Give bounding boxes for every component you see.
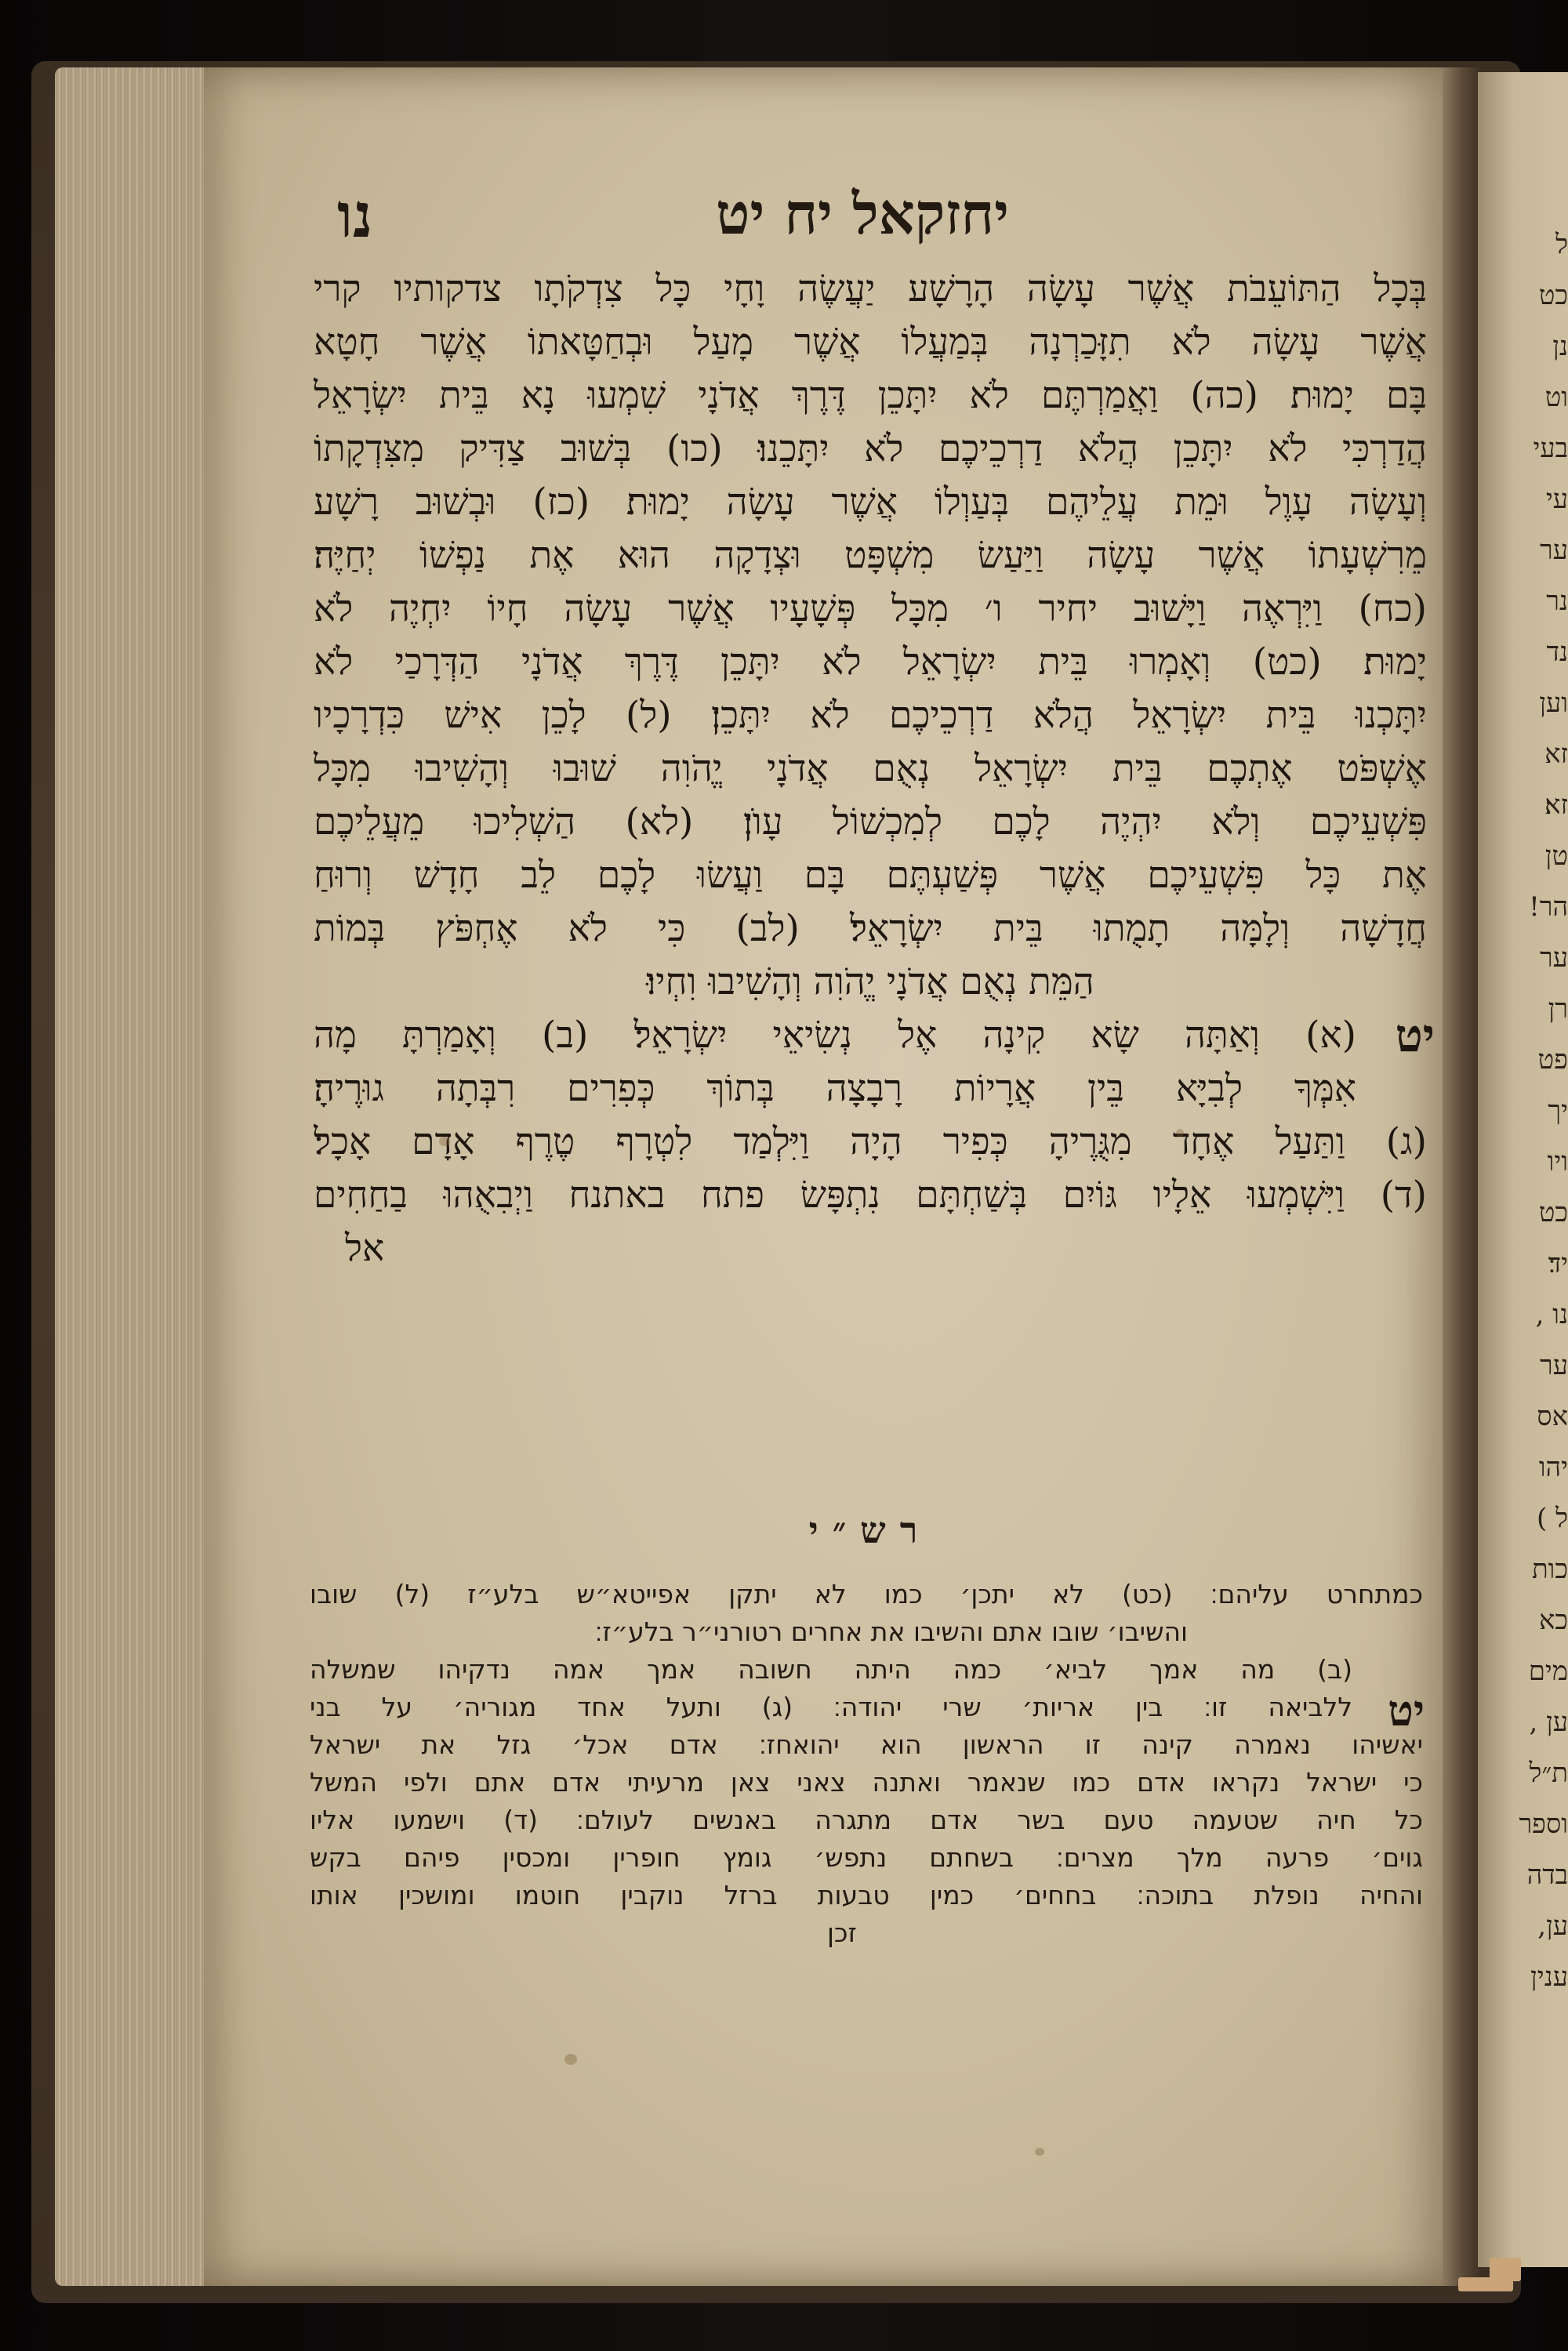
adjacent-page-fragment: רן (1548, 993, 1568, 1025)
commentary-line: כמתחרט עליהם׃ (כט) לא יתכן׳ כמו לא יתקן אפייטא״ש בלע״ז (ל) שובו (310, 1579, 1423, 1609)
page-edges (55, 67, 212, 2286)
adjacent-page-fragment: הר! (1529, 891, 1568, 923)
adjacent-page-fragment: בדה (1526, 1859, 1568, 1891)
adjacent-page-fragment: טן (1544, 840, 1568, 872)
adjacent-page-fragment: זא (1544, 738, 1568, 770)
commentary-chapter-number: יט (1388, 1685, 1425, 1736)
text-line: בָּם יָמוּת׃ (כה) וַאֲמַרְתֶּם לֹא יִתָּכֵן דֶּרֶךְ אֲדֹנָי שִׁמְעוּ נָא בֵּית יִשְׂרָאֵל (314, 374, 1427, 417)
adjacent-page-fragment: יד׃ (1548, 1248, 1568, 1279)
catchword: אל (345, 1227, 385, 1270)
text-line: פִּשְׁעֵיכֶם וְלֹא יִהְיֶה לָכֶם לְמִכְשׁוֹל עָוֺן׃ (לא) הַשְׁלִיכוּ מֵעֲלֵיכֶם (314, 800, 1427, 844)
text-line: יָמוּת׃ (כט) וְאָמְרוּ בֵּית יִשְׂרָאֵל לֹא יִתָּכֵן דֶּרֶךְ אֲדֹנָי הַדְּרָכַי לֹא (314, 640, 1427, 684)
adjacent-page-fragment: וט (1544, 382, 1568, 413)
adjacent-page-fragment: נד (1546, 637, 1568, 668)
commentary-line: והשיבו׳ שובו אתם והשיבו את אחרים רטורני״ר בלע״ז׃ (594, 1616, 1188, 1647)
adjacent-page-fragment: יך (1548, 1095, 1568, 1127)
commentary-line: ללביאה זו׃ בין אריות׳ שרי יהודה׃ (ג) ותעל אחד מגוריה׳ על בני (310, 1692, 1352, 1722)
main-text-block (314, 263, 1435, 1275)
text-line: (א) וְאַתָּה שָׂא קִינָה אֶל נְשִׂיאֵי יִשְׂרָאֵל׃ (ב) וְאָמַרְתָּ מָה (314, 1014, 1356, 1057)
chapter-19-section (314, 1009, 1435, 1275)
adjacent-page (1478, 72, 1568, 2267)
text-line: בְּכָל הַתּוֹעֵבֹת אֲשֶׁר עָשָׂה הָרָשָׁע יַעֲשֶׂה וָחָי כָּל צִדְקֹתָו צדקותיו קרי (314, 267, 1427, 310)
book-gutter (1443, 67, 1482, 2286)
page-number: נו (337, 180, 373, 252)
text-line: (כח) וַיִּרְאֶה וַיָּשׁוּב יחיר ו׳ מִכָּל פְּשָׁעָיו אֲשֶׁר עָשָׂה חָיוֹ יִחְיֶה לֹא (314, 587, 1427, 630)
commentary-line: גוים׳ פרעה מלך מצרים׃ בשחתם נתפש׳ גומץ חופרין ומכסין פיהם בקש (310, 1842, 1423, 1873)
commentary-line: (ב) מה אמך לביא׳ כמה היתה חשובה אמך אמה נדקיהו שמשלה (310, 1654, 1352, 1685)
adjacent-page-fragment: ל ) (1537, 1503, 1568, 1534)
text-line: מֵרִשְׁעָתוֹ אֲשֶׁר עָשָׂה וַיַּעַשׂ מִשְׁפָּט וּצְדָקָה הוּא אֶת נַפְשׁוֹ יְחַיֶּה׃ (314, 534, 1427, 577)
adjacent-page-fragment: ויו (1547, 1146, 1568, 1177)
paper-stain (1035, 2148, 1044, 2156)
paper-stain (439, 1137, 450, 1146)
paper-stain (1176, 1129, 1184, 1137)
adjacent-page-fragment: ען, (1537, 1910, 1568, 1942)
adjacent-page-fragment: ער (1540, 942, 1568, 974)
adjacent-page-fragment: כט (1538, 1197, 1568, 1228)
commentary-block (310, 1576, 1423, 1952)
adjacent-page-fragment: כא (1538, 1605, 1568, 1636)
adjacent-page-fragment: וספר (1519, 1809, 1568, 1840)
text-line: אֶשְׁפֹּט אֶתְכֶם בֵּית יִשְׂרָאֵל נְאֻם אֲדֹנָי יֱהֹוִה שׁוּבוּ וְהָשִׁיבוּ מִכָּל (314, 747, 1427, 790)
adjacent-page-fragment: יהו (1538, 1452, 1568, 1483)
adjacent-page-fragment: נו , (1535, 1299, 1568, 1330)
chapter-number: יט (1395, 1009, 1435, 1062)
adjacent-page-fragment: ל (1555, 229, 1568, 260)
adjacent-page-fragment: ת״ל (1529, 1758, 1568, 1789)
adjacent-page-fragment: כט (1538, 280, 1568, 311)
text-line: אֶת כָּל פִּשְׁעֵיכֶם אֲשֶׁר פְּשַׁעְתֶּם בָּם וַעֲשׂוּ לָכֶם לֵב חָדָשׁ וְרוּחַ (314, 854, 1427, 897)
page-title: יחזקאל יח יט (716, 180, 1009, 247)
text-line: (ג) וַתַּעַל אֶחָד מִגֻּרֶיהָ כְּפִיר הָיָה וַיִּלְמַד לִטְרָף טֶרֶף אָדָם אָכָל׃ (314, 1120, 1427, 1163)
adjacent-page-fragment: עי (1545, 484, 1568, 515)
adjacent-page-fragment: פט (1537, 1044, 1568, 1076)
adjacent-page-fragment: כות (1531, 1554, 1568, 1585)
adjacent-page-fragment: נן (1552, 331, 1568, 362)
adjacent-page-fragment: מים (1528, 1656, 1568, 1687)
commentary-line: יאשיהו נאמרה קינה זו הראשון הוא יהואחז׃ אדם אכל׳ גזל את ישראל (310, 1729, 1423, 1760)
text-line: חֲדָשָׁה וְלָמָּה תָמֻתוּ בֵּית יִשְׂרָאֵל׃ (לב) כִּי לֹא אֶחְפֹּץ בְּמוֹת (314, 907, 1427, 950)
adjacent-page-fragment: ענין (1530, 1961, 1568, 1993)
text-line: יִתָּכְנוּ בֵּית יִשְׂרָאֵל הֲלֹא דַרְכֵיכֶם לֹא יִתָּכֵן׃ (ל) לָכֵן אִישׁ כִּדְרָכָיו (314, 694, 1427, 737)
running-header (306, 180, 1419, 259)
commentary-line: כי ישראל נקראו אדם כמו שנאמר ואתנה צאני צאן מרעיתי אדם אתם ולפי המשל (310, 1767, 1423, 1798)
text-line: אֲשֶׁר עָשָׂה לֹא תִזָּכַרְנָה בְּמַעֲלוֹ אֲשֶׁר מָעַל וּבְחַטָּאתוֹ אֲשֶׁר חָטָא (314, 321, 1427, 364)
text-line: הַמֵּת נְאֻם אֲדֹנָי יֱהֹוִה וְהָשִׁיבוּ וִחְיוּ׃ (646, 960, 1094, 1003)
cover-wear (1458, 2277, 1513, 2291)
text-line: (ד) וַיִּשְׁמְעוּ אֵלָיו גּוֹיִם בְּשַׁחְתָּם נִתְפָּשׂ פתח באתנח וַיְבִאֻהוּ בַחַחִים (314, 1174, 1427, 1217)
text-line: אִמְּךָ לְבִיָּא בֵּין אֲרָיוֹת רָבָצָה בְּתוֹךְ כְּפִרִים רִבְּתָה גוּרֶיהָ׃ (314, 1067, 1356, 1110)
commentary-line: והחיה נופלת בתוכה׃ בחחים׳ כמין טבעות ברזל נוקבין חוטמו ומושכין אותו (310, 1880, 1423, 1910)
adjacent-page-fragment: זא׃ (1544, 789, 1568, 821)
adjacent-page-fragment: נר (1546, 586, 1568, 617)
commentary-line: כל חיה שטעמה טעם בשר אדם מתגרה באנשים לעולם׃ (ד) וישמעו אליו (310, 1805, 1423, 1835)
paper-stain (564, 2054, 577, 2065)
commentary-catchword: זכן (827, 1917, 857, 1948)
adjacent-page-fragment: ער (1540, 1350, 1568, 1381)
adjacent-page-fragment: ער (1540, 535, 1568, 566)
adjacent-page-fragment: ען , (1529, 1707, 1568, 1738)
adjacent-page-fragment: בעי (1533, 433, 1568, 464)
text-line: הֲדַרְכִּי לֹא יִתָּכֵן הֲלֹא דַרְכֵיכֶם לֹא יִתָּכֵנוּ׃ (כו) בְּשׁוּב צַדִּיק מִצִּדְקָתוֹ (314, 427, 1427, 470)
text-line: וְעָשָׂה עָוֶל וּמֵת עֲלֵיהֶם בְּעַוְלוֹ אֲשֶׁר עָשָׂה יָמוּת׃ (כז) וּבְשׁוּב רָשָׁע (314, 481, 1427, 524)
adjacent-page-fragment: וען (1539, 688, 1568, 719)
commentary-title: רש״י (808, 1509, 932, 1551)
adjacent-page-fragment: אס (1537, 1401, 1568, 1432)
